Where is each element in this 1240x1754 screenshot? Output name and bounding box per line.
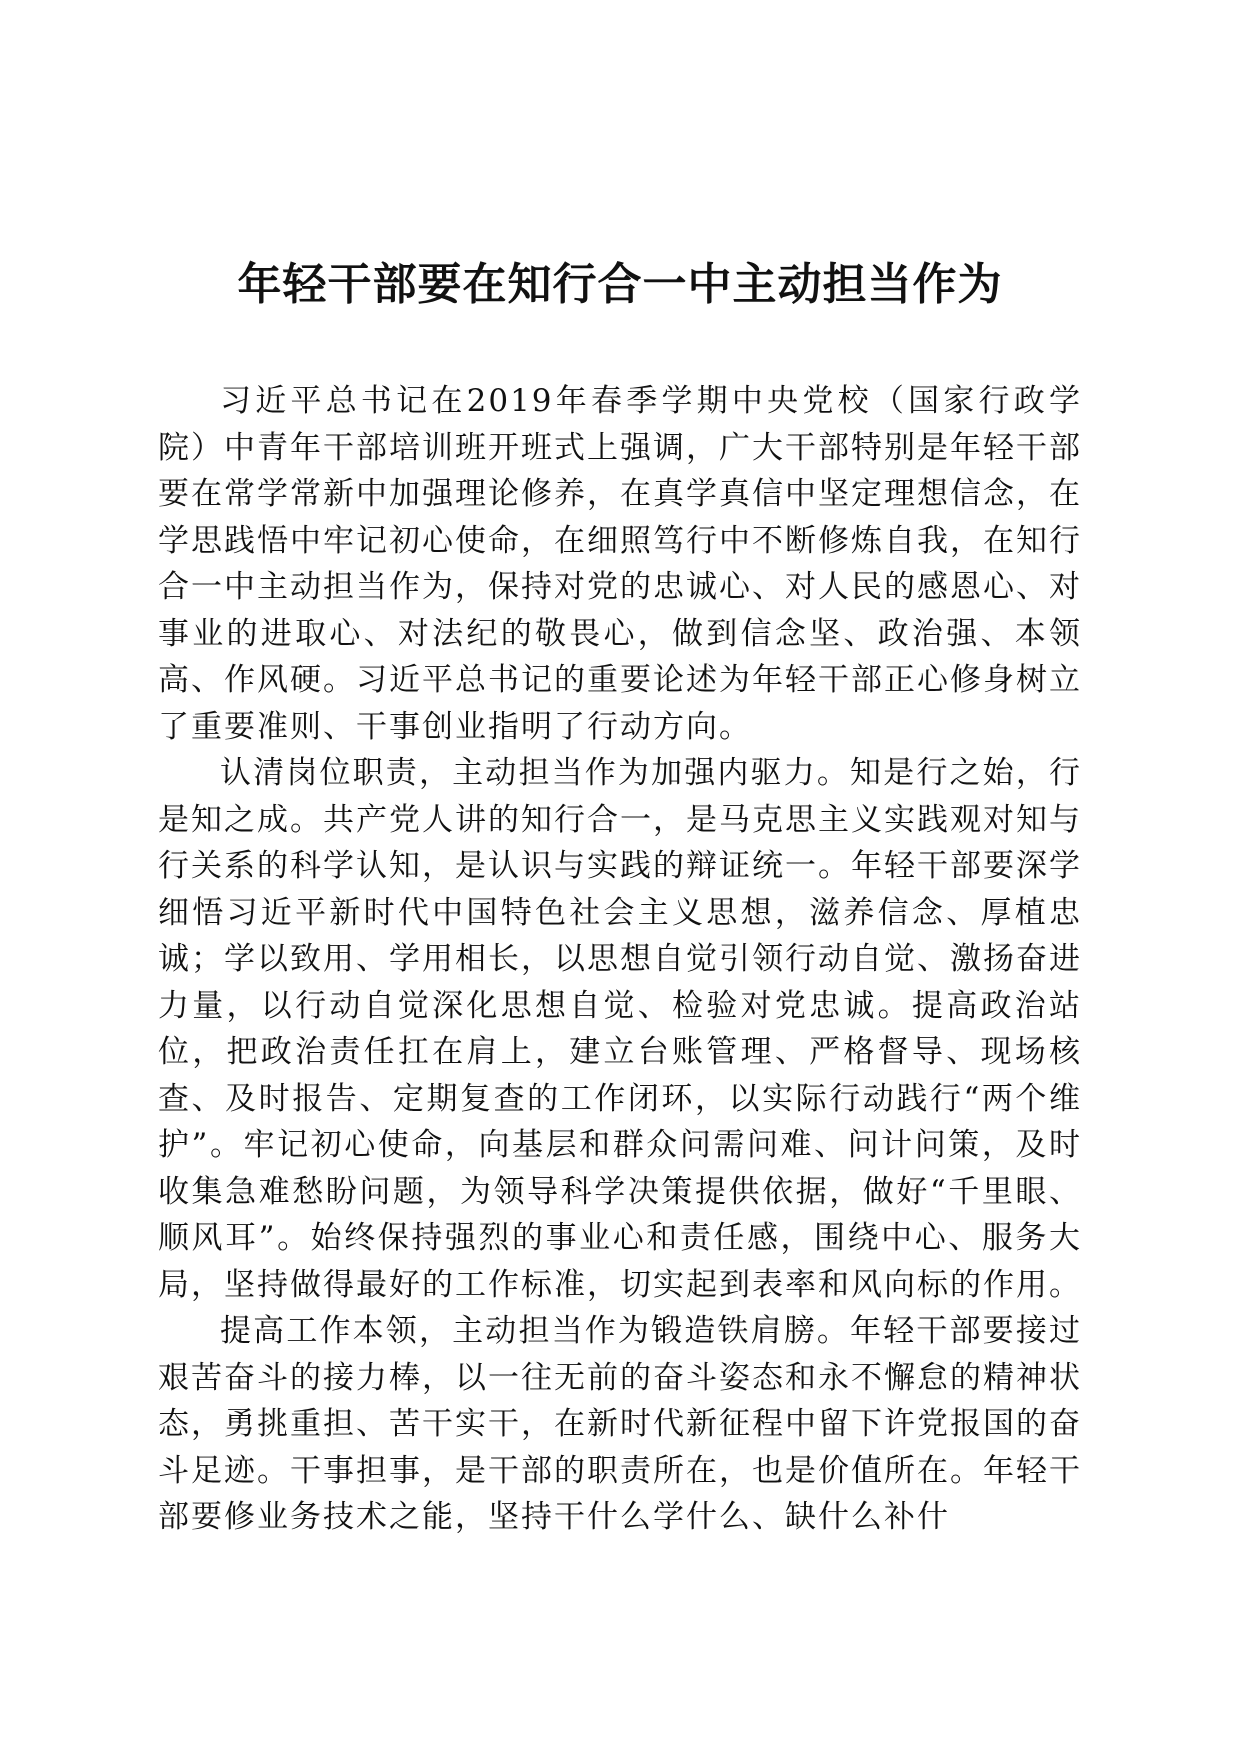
document-title: 年轻干部要在知行合一中主动担当作为 <box>237 259 1003 310</box>
paragraph-job-responsibility: 认清岗位职责，主动担当作为加强内驱力。知是行之始，行是知之成。共产党人讲的知行合一，是马克思主义实践观对知与行关系的科学认知，是认识与实践的辩证统一。年轻干部要深学细悟习近平新时代中国特色社会主义思想，滋养信念、厚植忠诚；学以致用、学用相长，以思想自觉引领行动自觉、激扬奋进力量，以行动自觉深化思想自觉、检验对党忠诚。提高政治站位，把政治责任扛在肩上，建立台账管理、严格督导、现场核查、及时报告、定期复查的工作闭环，以实际行动践行“两个维护”。牢记初心使命，向基层和群众问需问难、问计问策，及时收集急难愁盼问题，为领导科学决策提供依据，做好“千里眼、顺风耳”。始终保持强烈的事业心和责任感，围绕中心、服务大局，坚持做得最好的工作标准，切实起到表率和风向标的作用。 <box>158 755 1082 1303</box>
paragraph-intro: 习近平总书记在2019年春季学期中央党校（国家行政学院）中青年干部培训班开班式上强调，广大干部特别是年轻干部要在常学常新中加强理论修养，在真学真信中坚定理想信念，在学思践悟中牢记初心使命，在细照笃行中不断修炼自我，在知行合一中主动担当作为，保持对党的忠诚心、对人民的感恩心、对事业的进取心、对法纪的敬畏心，做到信念坚、政治强、本领高、作风硬。习近平总书记的重要论述为年轻干部正心修身树立了重要准则、干事创业指明了行动方向。 <box>158 383 1082 745</box>
paragraph-work-ability: 提高工作本领，主动担当作为锻造铁肩膀。年轻干部要接过艰苦奋斗的接力棒，以一往无前的奋斗姿态和永不懈怠的精神状态，勇挑重担、苦干实干，在新时代新征程中留下许党报国的奋斗足迹。干事担事，是干部的职责所在，也是价值所在。年轻干部要修业务技术之能，坚持干什么学什么、缺什么补什 <box>158 1313 1082 1535</box>
document-body <box>158 378 1082 1541</box>
